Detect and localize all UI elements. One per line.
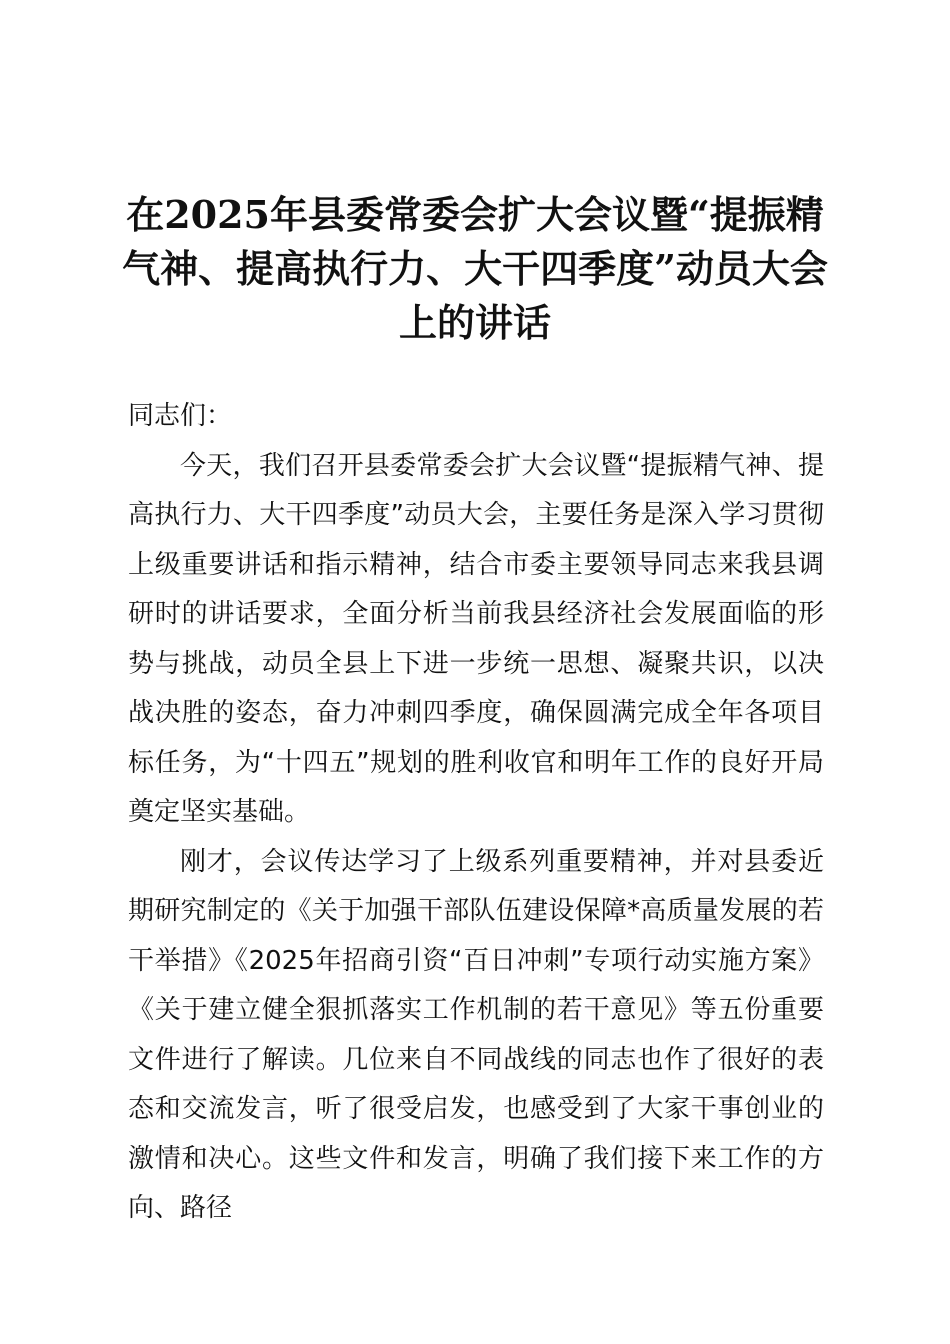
paragraph-2: 刚才，会议传达学习了上级系列重要精神，并对县委近期研究制定的《关于加强干部队伍建设保障*高质量发展的若干举措》《2025年招商引资“百日冲刺”专项行动实施方案》《关于建立健全狠抓落实工作机制的若干意见》等五份重要文件进行了解读。几位来自不同战线的同志也作了很好的表态和交流发言，听了很受启发，也感受到了大家干事创业的激情和决心。这些文件和发言，明确了我们接下来工作的方向、路径 [128, 846, 824, 1223]
document-title: 在2025年县委常委会扩大会议暨“提振精气神、提高执行力、大干四季度”动员大会上的讲话 [122, 192, 828, 345]
document-body [128, 392, 824, 1234]
salutation: 同志们： [128, 401, 233, 431]
paragraph-1: 今天，我们召开县委常委会扩大会议暨“提振精气神、提高执行力、大干四季度”动员大会，主要任务是深入学习贯彻上级重要讲话和指示精神，结合市委主要领导同志来我县调研时的讲话要求，全面分析当前我县经济社会发展面临的形势与挑战，动员全县上下进一步统一思想、凝聚共识，以决战决胜的姿态，奋力冲刺四季度，确保圆满完成全年各项目标任务，为“十四五”规划的胜利收官和明年工作的良好开局奠定坚实基础。 [128, 450, 824, 827]
